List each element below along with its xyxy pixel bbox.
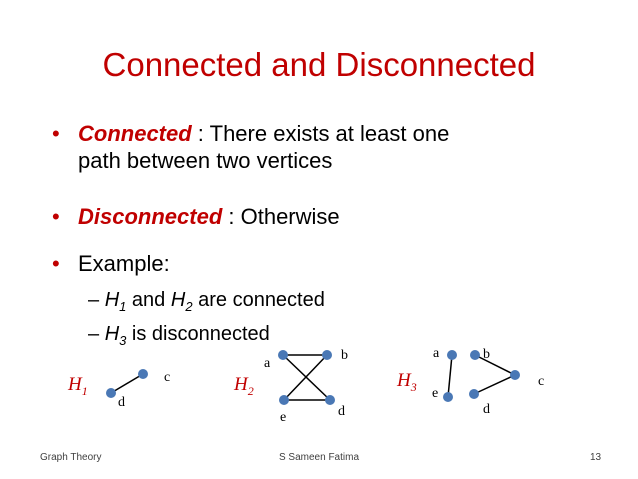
- h1-label-d: d: [118, 395, 125, 410]
- and-text: and: [126, 289, 171, 311]
- graph-name-h2: [234, 374, 254, 399]
- h2-vertex-a: [278, 350, 288, 360]
- h2-vertex-b: [322, 350, 332, 360]
- h2-label-a: a: [264, 356, 271, 371]
- h2-name-letter: H: [234, 374, 248, 395]
- h2-letter: H: [170, 289, 186, 311]
- h2-vertex-e: [279, 395, 289, 405]
- h3-subscript: 3: [119, 333, 127, 348]
- h2-label-e: e: [280, 410, 287, 425]
- bullet-dot: •: [52, 121, 60, 146]
- h3-vertex-a: [447, 350, 457, 360]
- h3-label-d: d: [483, 402, 490, 417]
- h3-edge-b-c: [475, 355, 515, 375]
- is-disconnected-text: is disconnected: [126, 323, 270, 345]
- h1-name-subscript: 1: [81, 383, 88, 398]
- h1-letter: H: [104, 289, 120, 311]
- are-connected-text: are connected: [192, 289, 325, 311]
- h1-label-c: c: [164, 370, 171, 385]
- h1-vertex-d: [106, 388, 116, 398]
- h3-vertex-d: [469, 389, 479, 399]
- term-disconnected: Disconnected: [78, 204, 223, 229]
- example-label: Example:: [78, 251, 170, 276]
- slide-title: Connected and Disconnected: [102, 46, 536, 83]
- h2-subscript: 2: [185, 299, 193, 314]
- h2-label-d: d: [338, 404, 345, 419]
- h3-label-e: e: [432, 386, 439, 401]
- h3-vertex-b: [470, 350, 480, 360]
- footer-page-number: 13: [590, 452, 602, 463]
- footer-course: Graph Theory: [40, 452, 102, 463]
- connected-definition-line1: : There exists at least one: [191, 121, 450, 146]
- h3-vertex-e: [443, 392, 453, 402]
- footer-author: S Sameen Fatima: [278, 452, 360, 463]
- connected-definition-line2: path between two vertices: [78, 148, 333, 173]
- dash: –: [88, 323, 100, 345]
- h3-label-a: a: [433, 346, 440, 361]
- h1-vertex-c: [138, 369, 148, 379]
- h3-letter: H: [104, 323, 120, 345]
- h3-label-c: c: [538, 374, 545, 389]
- h1-subscript: 1: [119, 299, 127, 314]
- h3-edge-a-e: [448, 355, 452, 397]
- term-connected: Connected: [78, 121, 192, 146]
- bullet-dot: •: [52, 204, 60, 229]
- bullet-dot: •: [52, 251, 60, 276]
- disconnected-definition: : Otherwise: [222, 204, 340, 229]
- h1-edge-d-c: [111, 374, 143, 393]
- h2-vertex-d: [325, 395, 335, 405]
- h1-name-letter: H: [68, 374, 82, 395]
- h2-name-subscript: 2: [247, 383, 254, 398]
- h3-label-b: b: [483, 347, 490, 362]
- h2-label-b: b: [341, 348, 348, 363]
- h3-vertex-c: [510, 370, 520, 380]
- graph-name-h1: [68, 374, 88, 399]
- h3-name-letter: H: [397, 370, 411, 391]
- h3-name-subscript: 3: [410, 379, 417, 394]
- h3-edge-c-d: [474, 375, 515, 394]
- graph-name-h3: [397, 370, 417, 395]
- dash: –: [88, 289, 100, 311]
